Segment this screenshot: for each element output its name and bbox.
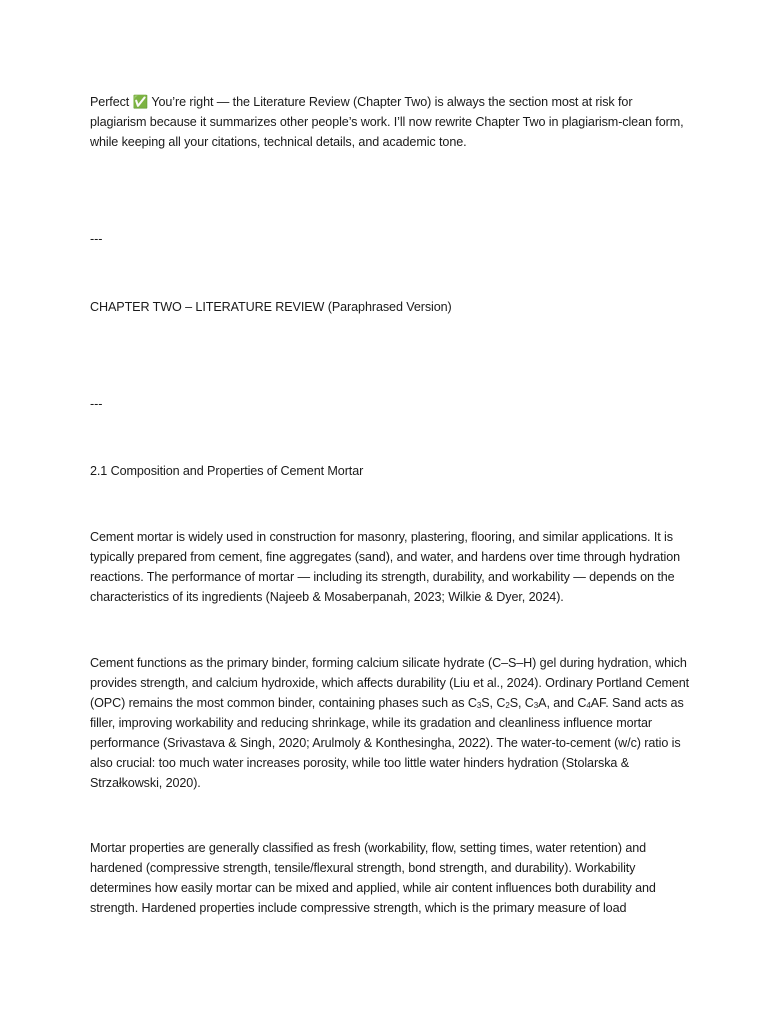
body-paragraph-binder [90, 653, 690, 793]
separator-line: --- [90, 397, 103, 411]
text-run: AF. Sand acts as filler, improving workability and reducing shrinkage, while its gradation and cleanliness influence mortar performance (Srivastava & Singh, 2020; Arulmoly & Konthesingha, 2022). The water-to-cement (w/c) ratio is also crucial: too much water increases porosity, while too little water hinders hydration (Stolarska & Strzałkowski, 2020). [90, 696, 684, 790]
body-paragraph-properties: Mortar properties are generally classified as fresh (workability, flow, setting times, water retention) and hardened (compressive strength, tensile/flexural strength, bond strength, and durability). Workability determines how easily mortar can be mixed and applied, while air content influences both durability and strength. Hardened properties include compressive strength, which is the primary measure of load [90, 841, 656, 915]
intro-paragraph: Perfect ✅ You’re right — the Literature Review (Chapter Two) is always the section most at risk for plagiarism because it summarizes other people’s work. I’ll now rewrite Chapter Two in plagiarism-clean form, while keeping all your citations, technical details, and academic tone. [90, 95, 684, 149]
text-run: A, and C [538, 696, 587, 710]
subscript: 3 [476, 701, 482, 710]
text-run: S, C [509, 696, 534, 710]
subscript: 2 [505, 701, 510, 710]
subscript: 3 [533, 701, 539, 710]
subscript: 4 [586, 701, 591, 710]
text-run: S, C [481, 696, 506, 710]
text-run: Cement functions as the primary binder, forming calcium silicate hydrate (C–S–H) gel during hydration, which provides strength, and calcium hydroxide, which affects durability (Liu et al., 2024). Ordinary Portland Cement (OPC) remains the most common binder, containing phases such as C [90, 656, 690, 710]
chapter-heading: CHAPTER TWO – LITERATURE REVIEW (Paraphrased Version) [90, 300, 452, 314]
section-heading: 2.1 Composition and Properties of Cement Mortar [90, 464, 364, 478]
body-paragraph-composition: Cement mortar is widely used in construction for masonry, plastering, flooring, and similar applications. It is typically prepared from cement, fine aggregates (sand), and water, and hardens over time through hydration reactions. The performance of mortar — including its strength, durability, and workability — depends on the characteristics of its ingredients (Najeeb & Mosaberpanah, 2023; Wilkie & Dyer, 2024). [90, 530, 681, 604]
separator-line: --- [90, 232, 103, 246]
